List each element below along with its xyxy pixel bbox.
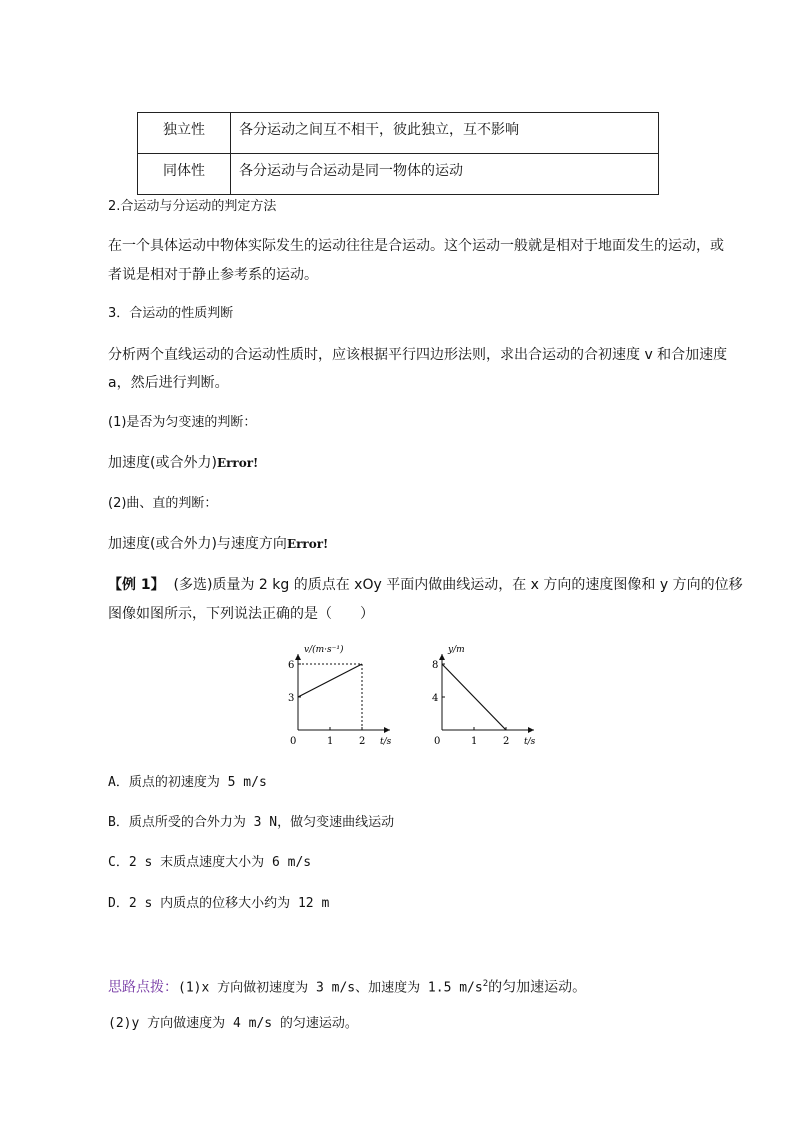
example-tag: 【例 1】 [108,577,165,593]
hint-text-1a: (1)x 方向做初速度为 3 m/s、加速度为 1.5 m/s [178,980,483,996]
x-axis-label: t/s [380,737,392,747]
chart-displacement-group [432,645,536,747]
y-tick-label: 3 [288,693,295,704]
option-d: D．2 s 内质点的位移大小约为 12 m [108,896,330,911]
hint-line-2: (2)y 方向做速度为 4 m/s 的匀速运动。 [108,1016,358,1031]
chart-velocity-group [288,644,392,747]
table-cell-value: 各分运动与合运动是同一物体的运动 [231,154,659,195]
x-tick-label: 1 [327,736,334,747]
x-axis-label: t/s [524,737,536,747]
section-3-paragraph-line-1: 分析两个直线运动的合运动性质时，应该根据平行四边形法则，求出合运动的合初速度 v 和合加速度 [108,347,728,363]
y-tick-label: 8 [432,660,439,671]
y-axis-arrow [439,654,445,660]
example-question-2: 图像如图所示，下列说法正确的是（ ） [108,606,374,622]
option-a: A．质点的初速度为 5 m/s [108,775,267,790]
subsection-1-heading: (1)是否为匀变速的判断： [108,415,257,430]
table-row [138,113,659,154]
subsection-2-heading: (2)曲、直的判断： [108,496,218,511]
hint-text-1b: 的匀加速运动。 [488,979,587,996]
error-placeholder: Error! [216,456,259,470]
origin-label: 0 [290,736,297,747]
properties-table [137,112,659,195]
x-axis-arrow [528,727,534,733]
y-tick-label: 6 [288,660,295,671]
y-axis-arrow [295,654,301,660]
velocity-time-chart [270,636,400,756]
subsection-2-label: 加速度(或合外力)与速度方向 [108,536,287,552]
displacement-time-chart [414,636,544,756]
subsection-2-text [108,534,328,554]
hint-line-1 [108,974,586,998]
subsection-1-text [108,453,258,473]
section-2-heading: 2.合运动与分运动的判定方法 [108,199,277,214]
table-cell-key: 同体性 [138,154,231,195]
option-b: B．质点所受的合外力为 3 N，做匀变速曲线运动 [108,815,395,830]
section-2-paragraph-line-2: 者说是相对于静止参考系的运动。 [108,267,318,283]
origin-label: 0 [434,736,441,747]
y-axis-label: y/m [448,645,465,655]
table-cell-value: 各分运动之间互不相干，彼此独立，互不影响 [231,113,659,154]
hint-superscript: 2 [482,979,489,989]
series-line [442,664,506,730]
x-tick-label: 1 [471,736,478,747]
option-c: C．2 s 末质点速度大小为 6 m/s [108,855,312,870]
y-axis-label: v/(m·s⁻¹) [304,645,344,655]
x-axis-arrow [384,727,390,733]
section-3-paragraph-line-2: a，然后进行判断。 [108,375,229,391]
example-line-1 [108,575,743,595]
x-tick-label: 2 [503,736,510,747]
series-line [298,664,362,697]
example-question-1: (多选)质量为 2 kg 的质点在 xOy 平面内做曲线运动，在 x 方向的速度图像和 y 方向的位移 [173,577,743,593]
x-tick-label: 2 [359,736,366,747]
error-placeholder: Error! [286,537,329,551]
table-row [138,154,659,195]
table-cell-key: 独立性 [138,113,231,154]
section-3-heading: 3．合运动的性质判断 [108,306,234,321]
y-tick-label: 4 [432,693,439,704]
subsection-1-label: 加速度(或合外力) [108,455,217,471]
hint-label: 思路点拨： [108,979,178,996]
section-2-paragraph-line-1: 在一个具体运动中物体实际发生的运动往往是合运动。这个运动一般就是相对于地面发生的运动，或 [108,238,724,254]
